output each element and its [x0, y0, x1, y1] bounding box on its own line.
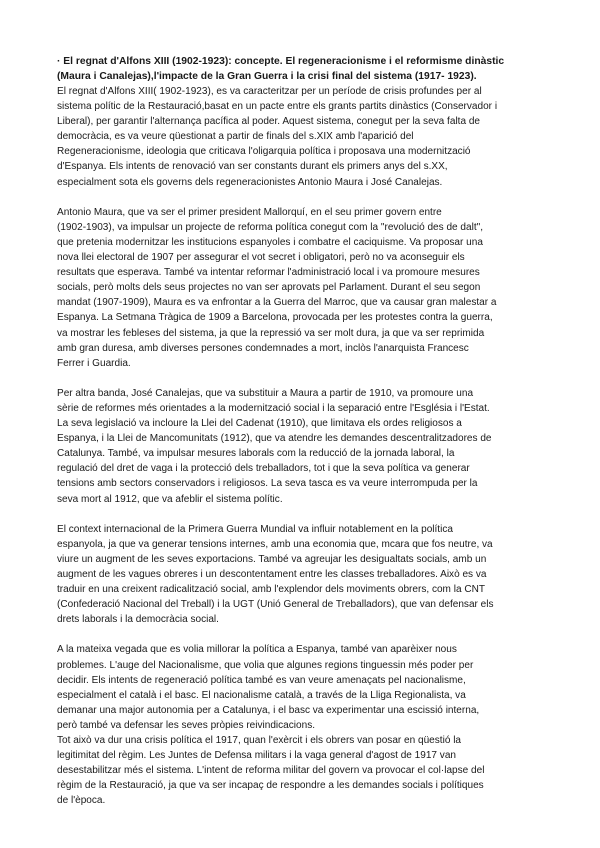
text-line: traduir en una creixent radicalització social, amb l'explendor dels moviments obrers, com la CNT — [57, 584, 485, 596]
text-line: espanyola, ja que va generar tensions internes, amb una economia que, mcara que fos neutre, va — [57, 538, 493, 550]
text-line: drets laborals i la democràcia social. — [57, 614, 219, 626]
text-line: va mostrar les febleses del sistema, ja que la repressió va ser molt dura, ja que va ser reprimida — [57, 327, 485, 339]
text-line: sèrie de reformes més orientades a la modernització social i la separació entre l'Església i l'Estat. — [57, 402, 490, 414]
text-line: resultats que esperava. També va intentar reformar l'administració local i va promoure mesures — [57, 267, 480, 279]
text-line: mandat (1907-1909), Maura es va enfrontar a la Guerra del Marroc, que va causar gran malestar a — [57, 297, 497, 309]
text-line: socials, però molts dels seus projectes no van ser aprovats pel Parlament. Durant el seu segon — [57, 282, 481, 294]
text-line: Espanya. La Setmana Tràgica de 1909 a Barcelona, provocada per les protestes contra la guerra, — [57, 312, 493, 324]
text-line: El regnat d'Alfons XIII( 1902-1923), es va caracteritzar per un període de crisis profundes per al — [57, 86, 482, 97]
text-line: democràcia, es va veure qüestionat a partir de finals del s.XIX amb l'aparició del — [57, 131, 414, 143]
text-line: La seva legislació va incloure la Llei del Cadenat (1910), que limitava els ordes religiosos a — [57, 418, 462, 430]
text-line: amb gran duresa, amb diverses persones condemnades a mort, inclòs l'anarquista Francesc — [57, 342, 469, 354]
text-line: El context internacional de la Primera Guerra Mundial va influir notablement en la política — [57, 523, 453, 535]
text-line: tensions amb sectors conservadors i religiosos. La seva tasca es va veure interrompuda per la — [57, 478, 478, 490]
document-body — [57, 54, 547, 809]
text-line: augment de les vagues obreres i un descontentament entre les classes treballadores. Això es va — [57, 569, 487, 580]
paragraph-great-war — [57, 522, 547, 628]
paragraph-nationalism — [57, 642, 547, 733]
paragraph-maura — [57, 205, 547, 371]
text-line: règim de la Restauració, ja que va ser incapaç de respondre a les demandes socials i polítiques — [57, 780, 484, 792]
text-line: nova llei electoral de 1907 per assegurar el vot secret i obligatori, però no va aconseguir els — [57, 252, 465, 264]
text-line: Regeneracionisme, ideologia que criticava l'oligarquia política i proposava una modernització — [57, 146, 471, 158]
text-line: decidir. Els intents de regeneració política també es van veure amenaçats pel nacionalisme, — [57, 674, 466, 686]
text-line: Tot això va dur una crisis política el 1917, quan l'exèrcit i els obrers van posar en qüestió la — [57, 735, 462, 747]
text-line: sistema polític de la Restauració,basat en un pacte entre els grants partits dinàstics (Conservador i — [57, 101, 498, 113]
text-line: de l'època. — [57, 795, 106, 807]
text-line: Ferrer i Guardia. — [57, 357, 131, 369]
text-line: Per altra banda, José Canalejas, que va substituir a Maura a partir de 1910, va promoure una — [57, 387, 474, 399]
text-line: Espanya, i la Llei de Mancomunitats (1912), que va atendre les demandes descentralitzadores de — [57, 433, 492, 445]
text-line: A la mateixa vegada que es volia millorar la política a Espanya, també van aparèixer nous — [57, 644, 457, 656]
text-line: especialment el català i el basc. El nacionalisme català, a través de la Lliga Regionalista, va — [57, 689, 466, 701]
text-line: Antonio Maura, que va ser el primer president Mallorquí, en el seu primer govern entre — [57, 206, 442, 218]
text-line: desestabilitzar més el sistema. L'intent de reforma militar del govern va provocar el col·lapse del — [57, 765, 485, 777]
title-line: · El regnat d'Alfons XIII (1902-1923): concepte. El regeneracionisme i el reformisme dinàstic — [57, 56, 505, 67]
text-line: d'Espanya. Els intents de renovació van ser constants durant els primers anys del s.XX, — [57, 161, 448, 173]
document-title — [57, 54, 547, 84]
text-line: Liberal), per garantir l'alternança pacífica al poder. Aquest sistema, conegut per la seva falta de — [57, 116, 481, 128]
paragraph-intro — [57, 84, 547, 190]
title-line: (Maura i Canalejas),l'impacte de la Gran Guerra i la crisi final del sistema (1917- 1923). — [57, 71, 477, 82]
text-line: (Confederació Nacional del Treball) i la UGT (Unió General de Treballadors), que van defensar els — [57, 599, 494, 611]
text-line: problemes. L'auge del Nacionalisme, que volia que algunes regions tinguessin més poder per — [57, 659, 474, 671]
text-line: regulació del dret de vaga i la protecció dels treballadors, tot i que la seva política va generar — [57, 463, 470, 475]
text-line: seva mort al 1912, que va afeblir el sistema polític. — [57, 493, 283, 505]
text-line: legitimitat del règim. Les Juntes de Defensa militars i la vaga general d'agost de 1917 van — [57, 750, 456, 762]
text-line: viure un augment de les seves exportacions. També va agreujar les desigualtats socials, amb un — [57, 553, 487, 565]
text-line: especialment sota els governs dels regeneracionistes Antonio Maura i José Canalejas. — [57, 176, 443, 188]
text-line: (1902-1903), va impulsar un projecte de reforma política conegut com la "revolució des de dalt", — [57, 221, 483, 233]
text-line: Catalunya. També, va impulsar mesures laborals com la reducció de la jornada laboral, la — [57, 448, 455, 460]
paragraph-canalejas — [57, 386, 547, 507]
text-line: que pretenia modernitzar les institucions espanyoles i combatre el caciquisme. Va proposar una — [57, 236, 483, 248]
text-line: però també va defensar les seves pròpies reivindicacions. — [57, 719, 316, 731]
text-line: demanar una major autonomia per a Catalunya, i el basc va experimentar una escissió interna, — [57, 704, 480, 716]
paragraph-crisis-1917 — [57, 733, 547, 808]
